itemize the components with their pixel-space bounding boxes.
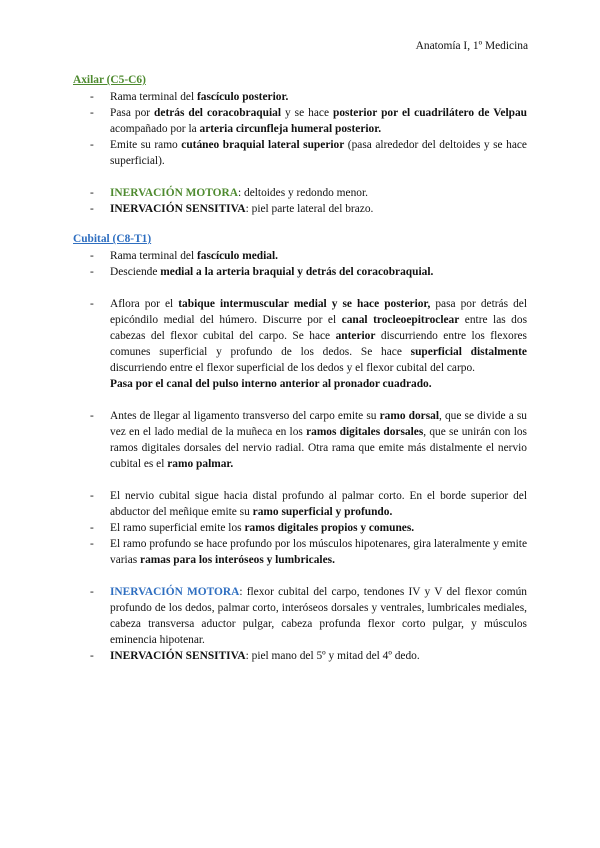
cubital-list-4 (73, 488, 527, 568)
text: discurriendo entre los flexores comunes superficial y profundo de los dedos. Se hace (110, 330, 527, 358)
cubital-sensory-item: - INERVACIÓN SENSITIVA: piel mano del 5º y mitad del 4º dedo. (90, 650, 420, 662)
text: Aflora por el (110, 298, 179, 310)
text: acompañado por la (110, 123, 200, 135)
bold-text: ramo dorsal (379, 410, 440, 422)
list-item (73, 105, 527, 137)
cubital-list-2 (73, 296, 527, 376)
bold-text: ramo palmar. (167, 458, 234, 470)
list-item (73, 536, 527, 568)
dash-marker: - (90, 107, 94, 119)
list-item (73, 408, 527, 472)
sensory-text: : piel mano del 5º y mitad del 4º dedo. (245, 650, 420, 662)
axilar-motor-item: - INERVACIÓN MOTORA: deltoides y redondo menor. (90, 187, 369, 199)
sensory-label: INERVACIÓN SENSITIVA (110, 650, 246, 662)
document-body (73, 72, 527, 664)
bold-text: medial a la arteria braquial y detrás del coracobraquial. (160, 266, 434, 278)
bold-text: tabique intermuscular medial y se hace posterior, (178, 298, 431, 310)
text: , que se unirán con los ramos digitales dorsales del nervio radial. Otra rama que emite más distalmente el nervio cubital es el (110, 426, 527, 470)
section-heading-axilar: Axilar (C5-C6) (73, 74, 146, 86)
bold-text: fascículo medial. (196, 250, 278, 262)
motor-text: : deltoides y redondo menor. (237, 187, 369, 199)
dash-marker: - (90, 139, 94, 151)
list-item (73, 248, 527, 264)
dash-marker: - (90, 298, 94, 310)
text: (pasa alrededor del deltoides y se hace superficial). (110, 139, 527, 167)
bold-text: cutáneo braquial lateral superior (181, 139, 345, 151)
list-item (73, 488, 527, 520)
dash-marker: - (90, 522, 94, 534)
text: , que se divide a su vez en el lado medial de la muñeca en los (110, 410, 527, 438)
dash-marker: - (90, 250, 94, 262)
list-item (73, 264, 527, 280)
cubital-innervation-list (73, 584, 527, 664)
axilar-list (73, 89, 527, 169)
bold-text: ramo superficial y profundo. (252, 506, 393, 518)
text: entre las dos cabezas del flexor cubital del carpo. Se hace (110, 314, 527, 342)
section-heading-cubital: Cubital (C8-T1) (73, 233, 152, 245)
list-item (73, 520, 527, 536)
bold-text: fascículo posterior. (196, 91, 289, 103)
bold-text: ramos digitales dorsales (306, 426, 424, 438)
bold-text: ramos digitales propios y comunes. (244, 522, 415, 534)
cubital-canal-line: Pasa por el canal del pulso interno anterior al pronador cuadrado. (110, 378, 432, 390)
bold-text: posterior por el cuadrilátero de Velpau (333, 107, 527, 119)
sensory-text: : piel parte lateral del brazo. (245, 203, 374, 215)
cubital-motor-item: - INERVACIÓN MOTORA: flexor cubital del carpo, tendones IV y V del flexor común profundo de los dedos, palmar corto, interóseos dorsales y ventrales, lumbricales mediales, cabeza transversa aductor pulgar, cabeza profunda flexor corto pulgar, y músculos eminencia hipotenar. (90, 586, 527, 646)
page-header: Anatomía I, 1º Medicina (415, 40, 528, 52)
text: Rama terminal del (110, 250, 197, 262)
text: Desciende (110, 266, 161, 278)
bold-text: ramas para los interóseos y lumbricales. (140, 554, 335, 566)
motor-text: : flexor cubital del carpo, tendones IV y V del flexor común profundo de los dedos, palmar corto, interóseos dorsales y ventrales, lumbricales mediales, cabeza transversa aductor pulgar, cabeza profunda flexor corto pulgar, y músculos eminencia hipotenar. (110, 586, 527, 646)
sensory-label: INERVACIÓN SENSITIVA (110, 203, 246, 215)
bold-text: anterior (335, 330, 376, 342)
dash-marker: - (90, 410, 94, 422)
bold-text: detrás del coracobraquial (154, 107, 281, 119)
motor-label: INERVACIÓN MOTORA (110, 187, 238, 199)
text: y se hace (281, 107, 334, 119)
text: El ramo superficial emite los (110, 522, 245, 534)
axilar-sensory-item: - INERVACIÓN SENSITIVA: piel parte lateral del brazo. (90, 203, 374, 215)
axilar-innervation-list (73, 185, 527, 217)
list-item (73, 137, 527, 169)
dash-marker: - (90, 490, 94, 502)
bold-text: arteria circunfleja humeral posterior. (199, 123, 382, 135)
motor-label: INERVACIÓN MOTORA (110, 586, 240, 598)
text: discurriendo entre el flexor superficial de los dedos y el flexor cubital del carpo. (110, 362, 475, 374)
bold-text: canal trocleoepitroclear (341, 314, 460, 326)
cubital-list-3 (73, 408, 527, 472)
text: Rama terminal del (110, 91, 197, 103)
cubital-list-1 (73, 248, 527, 280)
dash-marker: - (90, 538, 94, 550)
list-item (73, 296, 527, 376)
text: Pasa por (110, 107, 155, 119)
dash-marker: - (90, 91, 94, 103)
text: pasa por detrás del epicóndilo medial del húmero. Discurre por el (110, 298, 527, 326)
text: El ramo profundo se hace profundo por los músculos hipotenares, gira lateralmente y emite varias (110, 538, 527, 566)
text: El nervio cubital sigue hacia distal profundo al palmar corto. En el borde superior del abductor del meñique emite su (110, 490, 527, 518)
dash-marker: - (90, 266, 94, 278)
list-item (73, 89, 527, 105)
text: Antes de llegar al ligamento transverso del carpo emite su (110, 410, 380, 422)
text: Emite su ramo (110, 139, 182, 151)
bold-text: superficial distalmente (410, 346, 527, 358)
